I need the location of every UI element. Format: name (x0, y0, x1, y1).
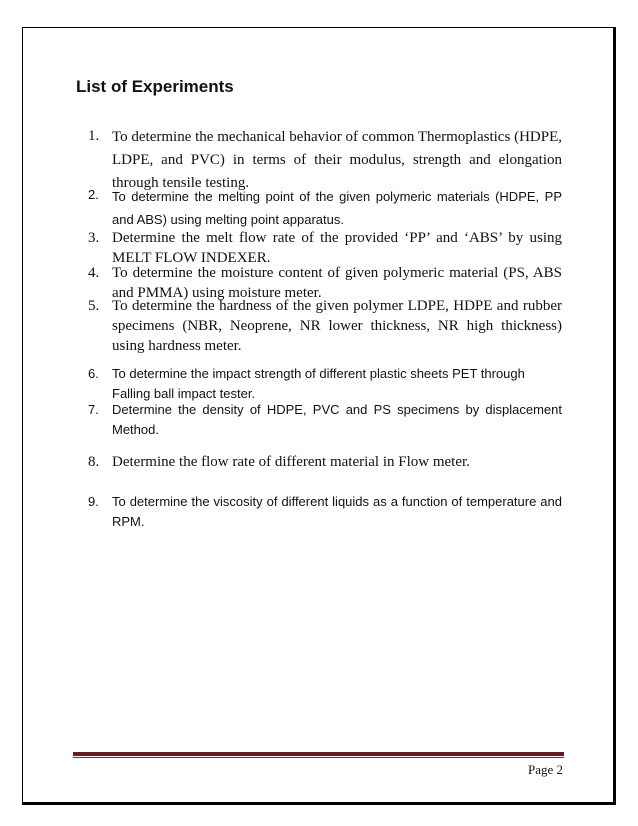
list-item (88, 492, 562, 532)
item-number: 5. (88, 298, 100, 314)
item-text: To determine the viscosity of different liquids as a function of temperature and RPM. (112, 494, 562, 529)
page-number: Page 2 (527, 762, 563, 777)
item-number: 2. (88, 187, 99, 202)
item-text: To determine the hardness of the given polymer LDPE, HDPE and rubber specimens (NBR, Neoprene, NR lower thickness, NR high thickness) using hardness meter. (112, 298, 562, 354)
item-text: Determine the flow rate of different material in Flow meter. (112, 454, 470, 470)
list-item (88, 400, 562, 440)
footer-divider (73, 752, 564, 756)
item-text: To determine the moisture content of given polymeric material (PS, ABS and PMMA) using moisture meter. (112, 265, 562, 301)
item-number: 8. (88, 454, 100, 470)
item-number: 6. (88, 366, 99, 381)
item-text: To determine the mechanical behavior of common Thermoplastics (HDPE, LDPE, and PVC) in terms of their modulus, strength and elongation through tensile testing. (112, 129, 562, 191)
list-item (88, 296, 562, 356)
item-number: 4. (88, 265, 100, 281)
list-item (88, 452, 562, 472)
item-number: 9. (88, 494, 99, 509)
footer-divider-thin (73, 757, 564, 758)
item-text: Determine the melt flow rate of the provided ‘PP’ and ‘ABS’ by using MELT FLOW INDEXER. (112, 230, 562, 266)
list-item (88, 364, 562, 404)
item-number: 3. (88, 230, 100, 246)
list-item (88, 228, 562, 268)
list-item (88, 185, 562, 231)
page-title: List of Experiments (76, 77, 234, 96)
item-text: To determine the melting point of the given polymeric materials (HDPE, PP and ABS) using melting point apparatus. (112, 189, 562, 227)
item-number: 1. (88, 128, 100, 144)
item-text: Determine the density of HDPE, PVC and PS specimens by displacement Method. (112, 402, 562, 437)
item-text: To determine the impact strength of different plastic sheets PET through Falling ball impact tester. (112, 366, 525, 401)
item-number: 7. (88, 402, 99, 417)
